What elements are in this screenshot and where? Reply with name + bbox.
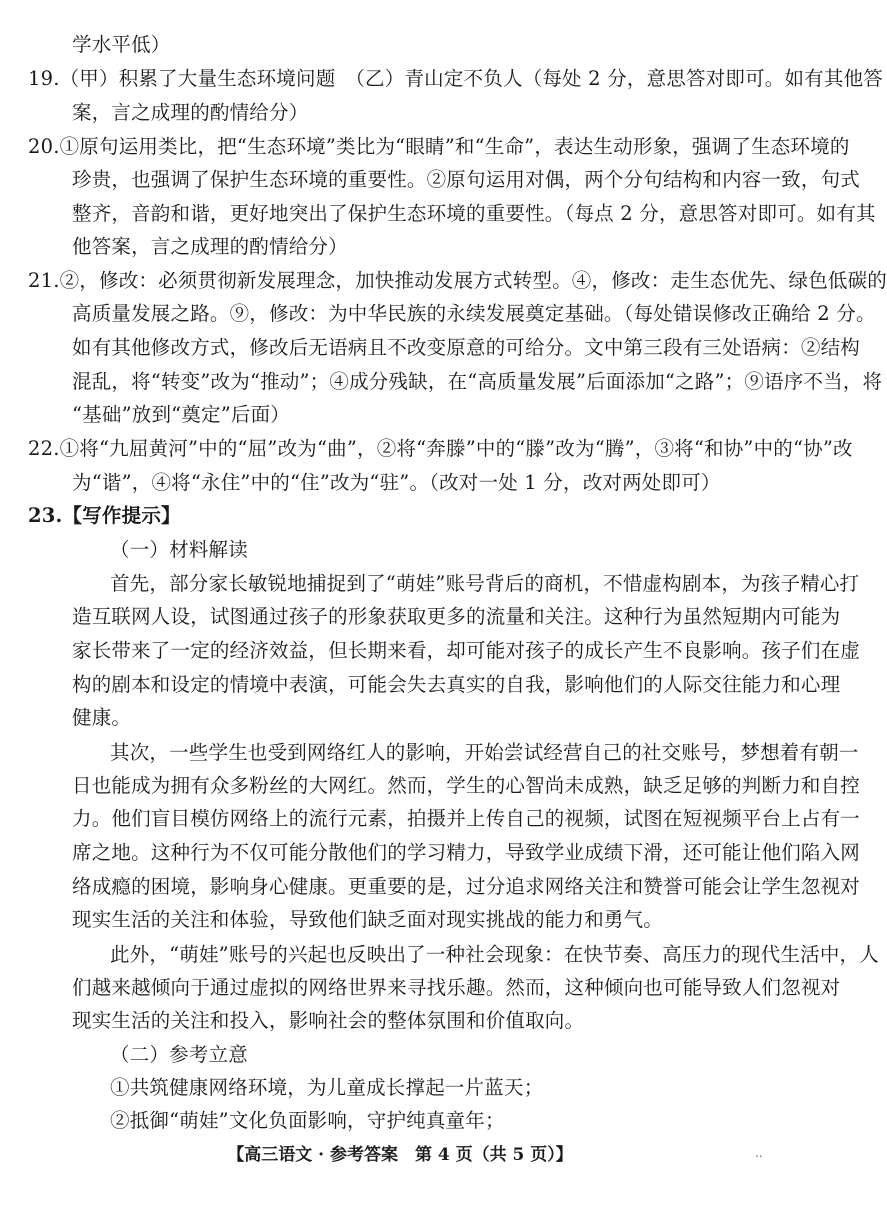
paragraph-2-line-3: 力。他们盲目模仿网络上的流行元素，拍摄并上传自己的视频，试图在短视频平台上占有一 [72,807,861,830]
paragraph-2-line-6: 现实生活的关注和体验，导致他们缺乏面对现实挑战的能力和勇气。 [72,908,664,931]
section-heading-reference: （二）参考立意 [110,1043,248,1066]
text-line-1: 学水平低） [72,33,171,56]
answer-21-line-5: “基础”放到“奠定”后面） [72,403,290,426]
answer-22-line-2: 为“谐”，④将“永住”中的“住”改为“驻”。（改对一处 1 分，改对两处即可） [72,471,721,494]
answer-20-line-2: 珍贵，也强调了保护生态环境的重要性。②原句运用对偶，两个分句结构和内容一致，句式 [72,168,861,191]
paragraph-1-line-4: 构的剧本和设定的情境中表演，可能会失去真实的自我，影响他们的人际交往能力和心理 [72,673,841,696]
answer-21-line-3: 如有其他修改方式，修改后无语病且不改变原意的可给分。文中第三段有三处语病：②结构 [72,336,861,359]
answer-21-line-1: 21.②，修改：必须贯彻新发展理念，加快推动发展方式转型。④，修改：走生态优先、绿色低碳的 [28,269,887,292]
answer-22-line-1: 22.①将“九屈黄河”中的“屈”改为“曲”，②将“奔滕”中的“滕”改为“腾”，③将“和协”中的“协”改 [28,437,853,460]
answer-23-heading: 23.【写作提示】 [28,504,181,527]
paragraph-2-line-4: 席之地。这种行为不仅可能分散他们的学习精力，导致学业成绩下滑，还可能让他们陷入网 [72,841,861,864]
answer-19-line-1: 19.（甲）积累了大量生态环境问题 （乙）青山定不负人（每处 2 分，意思答对即可。如有其他答 [28,67,883,90]
paragraph-3-line-1: 此外，“萌娃”账号的兴起也反映出了一种社会现象：在快节奏、高压力的现代生活中，人 [110,943,879,966]
section-heading-material: （一）材料解读 [110,538,248,561]
paragraph-1-line-5: 健康。 [72,706,132,729]
answer-21-line-4: 混乱，将“转变”改为“推动”；④成分残缺，在“高质量发展”后面添加“之路”；⑨语序不当，将 [72,370,883,393]
paragraph-3-line-3: 现实生活的关注和投入，影响社会的整体氛围和价值取向。 [72,1009,585,1032]
reference-point-1: ①共筑健康网络环境，为儿童成长撑起一片蓝天； [110,1076,544,1099]
corner-mark: .. [755,1146,763,1160]
paragraph-2-line-2: 日也能成为拥有众多粉丝的大网红。然而，学生的心智尚未成熟，缺乏足够的判断力和自控 [72,774,861,797]
answer-20-line-4: 他答案，言之成理的酌情给分） [72,235,348,258]
paragraph-2-line-1: 其次，一些学生也受到网络红人的影响，开始尝试经营自己的社交账号，梦想着有朝一 [110,741,859,764]
answer-20-line-3: 整齐，音韵和谐，更好地突出了保护生态环境的重要性。（每点 2 分，意思答对即可。如有其 [72,202,876,225]
paragraph-3-line-2: 们越来越倾向于通过虚拟的网络世界来寻找乐趣。然而，这种倾向也可能导致人们忽视对 [72,976,841,999]
answer-19-line-2: 案，言之成理的酌情给分） [72,101,309,124]
answer-21-line-2: 高质量发展之路。⑨，修改：为中华民族的永续发展奠定基础。（每处错误修改正确给 2 分。 [72,302,876,325]
paragraph-2-line-5: 络成瘾的困境，影响身心健康。更重要的是，过分追求网络关注和赞誉可能会让学生忽视对 [72,875,861,898]
paragraph-1-line-1: 首先，部分家长敏锐地捕捉到了“萌娃”账号背后的商机，不惜虚构剧本，为孩子精心打 [110,572,860,595]
reference-point-2: ②抵御“萌娃”文化负面影响，守护纯真童年； [110,1109,505,1132]
paragraph-1-line-3: 家长带来了一定的经济效益，但长期来看，却可能对孩子的成长产生不良影响。孩子们在虚 [72,639,861,662]
answer-20-line-1: 20.①原句运用类比，把“生态环境”类比为“眼睛”和“生命”，表达生动形象，强调了生态环境的 [28,135,850,158]
page-footer: 【高三语文 · 参考答案 第 4 页（共 5 页）】 [227,1145,573,1165]
paragraph-1-line-2: 造互联网人设，试图通过孩子的形象获取更多的流量和关注。这种行为虽然短期内可能为 [72,605,841,628]
